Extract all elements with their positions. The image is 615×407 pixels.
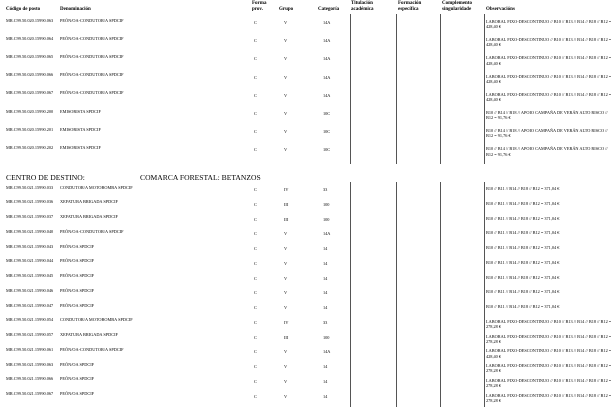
row-denomination: PEÓN/OA SPDCIF (60, 273, 95, 278)
table-row (0, 243, 615, 259)
table-row (0, 258, 615, 274)
row-form: C (254, 56, 257, 62)
row-notes: B10 // B11 // B14 // B18 // B12 = 371,04 € (486, 200, 560, 206)
row-code: MR.C99.50.021.15990.054 (6, 317, 54, 323)
table-row (0, 332, 615, 348)
row-form: C (254, 74, 257, 80)
row-form: C (254, 246, 257, 251)
row-category: 14A (323, 20, 331, 25)
row-code: MR.C99.50.020.15990.066 (6, 72, 54, 78)
row-denomination: PEÓN/OA SPDCIF (60, 302, 95, 308)
row-group: V (284, 349, 288, 355)
table-header (0, 0, 615, 16)
row-denomination: PEÓN/OA SPDCIF (60, 391, 95, 396)
row-code: MR.C99.50.021.15990.037 (6, 214, 54, 219)
row-notes: B10 // B11 // B14 // B18 // B12 = 371,04 € (486, 215, 560, 221)
row-code: MR.C99.50.020.15990.064 (6, 35, 54, 41)
row-code: MR.C99.50.021.15990.057 (6, 332, 54, 337)
row-group: V (284, 129, 288, 135)
row-form: C (254, 38, 257, 44)
row-notes: LABORAL FIXO-DESCONTINUO // B10 // B13 // B14 // B18 // B12 = 428,40 € (486, 55, 612, 66)
row-category: 33 (323, 319, 328, 325)
table-row (0, 273, 615, 289)
row-group: III (284, 216, 289, 222)
row-code: MR.C99.50.020.15990.202 (6, 144, 54, 150)
row-notes: LABORAL FIXO-DESCONTINUO // B10 // B13 // B14 // B18 // B12 = 278,28 € (486, 363, 612, 374)
table-row (0, 144, 615, 160)
row-group: V (284, 92, 288, 98)
row-form: C (254, 393, 257, 399)
row-notes: B10 // B14 // B18 // APOIO CAMPAÑA DE VERÁN ALTO RISCO // B12 = 91,76 € (486, 110, 608, 121)
row-notes: B10 // B11 // B14 // B18 // B12 = 371,04 € (486, 259, 560, 265)
row-notes: B10 // B11 // B14 // B18 // B12 = 371,04 € (486, 186, 560, 191)
row-group: IV (284, 187, 289, 192)
header-group: Grupo (279, 7, 294, 12)
row-denomination: PEÓN/OA SPDCIF (60, 376, 95, 382)
row-denomination: PEÓN/OA-CONDUTOR/A SPDCIF (60, 346, 124, 352)
row-denomination: XEFATURA BRIGADA SPDCIF (60, 214, 118, 219)
row-group: V (284, 147, 288, 153)
row-group: V (284, 378, 288, 384)
row-denomination: CONDUTOR/A MOTOBOMBA SPDCIF (60, 184, 133, 190)
row-denomination: PEÓN/OA SPDCIF (60, 243, 95, 249)
row-group: V (284, 260, 288, 266)
table-row (0, 72, 615, 88)
section-heading (6, 173, 261, 182)
header-training: Formación específica (398, 1, 422, 12)
row-code: MR.C99.50.021.15990.046 (6, 287, 54, 293)
row-notes: B10 // B11 // B14 // B18 // B12 = 371,04 € (486, 289, 560, 295)
row-code: MR.C99.50.021.15990.047 (6, 302, 54, 308)
row-code: MR.C99.50.020.15990.201 (6, 126, 54, 132)
table-row (0, 391, 615, 407)
row-notes: LABORAL FIXO-DESCONTINUO // B10 // B13 // B14 // B18 // B12 = 428,40 € (486, 73, 612, 84)
row-category: 14 (323, 305, 328, 310)
row-code: MR.C99.50.020.15990.067 (6, 90, 54, 96)
row-notes: B10 // B11 // B14 // B18 // B12 = 371,04 € (486, 304, 560, 309)
row-code: MR.C99.50.020.15990.200 (6, 108, 54, 114)
row-notes: LABORAL FIXO-DESCONTINUO // B10 // B13 // B14 // B18 // B12 = 278,28 € (486, 377, 612, 389)
row-group: IV (284, 319, 289, 325)
row-denomination: XEFATURA BRIGADA SPDCIF (60, 199, 118, 205)
row-category: 10C (323, 147, 331, 153)
row-denomination: PEÓN/OA-CONDUTOR/A SPDCIF (60, 228, 124, 234)
table-row (0, 17, 615, 33)
row-category: 10C (323, 129, 331, 135)
row-code: MR.C99.50.020.15990.065 (6, 53, 54, 59)
row-denomination: PEÓN/OA-CONDUTOR/A SPDCIF (60, 35, 124, 41)
table-row (0, 53, 615, 69)
row-group: V (284, 246, 288, 251)
row-form: C (254, 260, 257, 266)
row-form: C (254, 334, 257, 340)
row-code: MR.C99.50.021.15990.063 (6, 361, 54, 367)
row-denomination: CONDUTOR/A MOTOBOMBA SPDCIF (60, 317, 133, 323)
row-form: C (254, 319, 257, 325)
row-form: C (254, 129, 257, 135)
row-denomination: PEÓN/OA SPDCIF (60, 287, 95, 293)
row-category: 100 (323, 334, 330, 340)
row-category: 14A (323, 92, 331, 98)
row-code: MR.C99.50.020.15990.063 (6, 17, 54, 23)
row-denomination: PEÓN/OA-CONDUTOR/A SPDCIF (60, 53, 124, 59)
row-form: C (254, 378, 257, 384)
row-code: MR.C99.50.021.15990.040 (6, 228, 54, 234)
row-denomination: PEÓN/OA-CONDUTOR/A SPDCIF (60, 17, 124, 23)
row-category: 14 (323, 393, 328, 399)
row-form: C (254, 305, 257, 310)
row-notes: LABORAL FIXO-DESCONTINUO // B10 // B13 // B14 // B18 // B12 = 428,40 € (486, 19, 612, 30)
row-category: 14 (323, 378, 328, 384)
row-denomination: EMISORISTA SPDCIF (60, 126, 101, 132)
row-notes: LABORAL FIXO-DESCONTINUO // B10 // B13 // B14 // B18 // B12 = 278,28 € (486, 392, 612, 403)
row-code: MR.C99.50.021.15990.066 (6, 376, 54, 382)
row-code: MR.C99.50.021.15990.033 (6, 184, 54, 190)
row-category: 10C (323, 111, 331, 116)
row-notes: LABORAL FIXO-DESCONTINUO // B10 // B13 // B14 // B18 // B12 = 428,40 € (486, 91, 612, 103)
row-group: V (284, 111, 288, 116)
row-form: C (254, 20, 257, 25)
row-group: V (284, 74, 288, 80)
row-category: 14 (323, 290, 328, 296)
row-category: 14A (323, 231, 331, 237)
row-code: MR.C99.50.021.15990.045 (6, 273, 54, 278)
header-degree: Titulación académica (351, 1, 374, 12)
row-group: III (284, 201, 289, 207)
row-category: 33 (323, 187, 328, 192)
row-group: V (284, 56, 288, 62)
table-row (0, 126, 615, 142)
row-notes: B10 // B11 // B14 // B18 // B12 = 371,04 € (486, 245, 560, 250)
row-code: MR.C99.50.021.15990.067 (6, 391, 54, 396)
row-denomination: PEÓN/OA SPDCIF (60, 258, 95, 264)
row-notes: B10 // B11 // B14 // B18 // B12 = 371,04 € (486, 230, 560, 236)
row-group: V (284, 305, 288, 310)
row-form: C (254, 111, 257, 116)
row-category: 14A (323, 74, 331, 80)
row-notes: B10 // B11 // B14 // B18 // B12 = 371,04 € (486, 274, 560, 280)
table-row (0, 108, 615, 124)
header-category: Categoría (318, 7, 340, 12)
row-denomination: EMISORISTA SPDCIF (60, 144, 101, 150)
table-row (0, 361, 615, 377)
table-row (0, 228, 615, 244)
table-row (0, 214, 615, 230)
row-denomination: PEÓN/OA-CONDUTOR/A SPDCIF (60, 90, 124, 96)
row-code: MR.C99.50.021.15990.036 (6, 199, 54, 205)
row-form: C (254, 275, 257, 281)
row-group: V (284, 275, 288, 281)
table-row (0, 317, 615, 333)
row-category: 14A (323, 349, 331, 355)
row-form: C (254, 349, 257, 355)
row-form: C (254, 187, 257, 192)
row-category: 100 (323, 201, 330, 207)
row-category: 100 (323, 216, 330, 222)
row-group: V (284, 20, 288, 25)
destination-label: CENTRO DE DESTINO: (6, 173, 85, 182)
row-notes: LABORAL FIXO-DESCONTINUO // B10 // B13 // B14 // B18 // B12 = 428,40 € (486, 348, 612, 359)
table-row (0, 90, 615, 106)
row-group: V (284, 38, 288, 44)
row-category: 14A (323, 56, 331, 62)
table-row (0, 184, 615, 200)
table-row (0, 376, 615, 392)
row-form: C (254, 231, 257, 237)
header-code: Código de posto (6, 7, 41, 12)
table-row (0, 287, 615, 303)
row-group: V (284, 364, 288, 369)
row-notes: LABORAL FIXO-DESCONTINUO // B10 // B13 // B14 // B18 // B12 = 278,28 € (486, 333, 612, 344)
table-row (0, 35, 615, 51)
row-notes: LABORAL FIXO-DESCONTINUO // B10 // B13 // B14 // B18 // B12 = 278,28 € (486, 318, 612, 330)
row-denomination: EMISORISTA SPDCIF (60, 108, 101, 114)
row-denomination: PEÓN/OA SPDCIF (60, 361, 95, 367)
row-code: MR.C99.50.021.15990.043 (6, 243, 54, 249)
row-category: 14A (323, 38, 331, 44)
row-form: C (254, 290, 257, 296)
row-group: V (284, 393, 288, 399)
row-denomination: PEÓN/OA-CONDUTOR/A SPDCIF (60, 72, 124, 78)
row-category: 14 (323, 275, 328, 281)
row-notes: B10 // B14 // B18 // APOIO CAMPAÑA DE VERÁN ALTO RISCO // B12 = 91,76 € (486, 146, 608, 157)
row-category: 14 (323, 260, 328, 266)
row-code: MR.C99.50.021.15990.044 (6, 258, 54, 264)
row-group: V (284, 290, 288, 296)
row-form: C (254, 92, 257, 98)
header-notes: Observacións (486, 7, 515, 12)
header-form: Forma prov. (252, 1, 267, 12)
table-row (0, 302, 615, 318)
row-category: 14 (323, 364, 328, 369)
header-name: Denominación (60, 7, 91, 12)
row-form: C (254, 147, 257, 153)
row-notes: B10 // B14 // B18 // APOIO CAMPAÑA DE VERÁN ALTO RISCO // B12 = 91,76 € (486, 128, 608, 139)
row-denomination: XEFATURA BRIGADA SPDCIF (60, 332, 118, 337)
table-row (0, 346, 615, 362)
row-group: III (284, 334, 289, 340)
comarca-label: COMARCA FORESTAL: BETANZOS (140, 173, 261, 182)
row-category: 14 (323, 246, 328, 251)
row-group: V (284, 231, 288, 237)
row-form: C (254, 216, 257, 222)
row-form: C (254, 201, 257, 207)
row-form: C (254, 364, 257, 369)
table-row (0, 199, 615, 215)
row-notes: LABORAL FIXO-DESCONTINUO // B10 // B13 // B14 // B18 // B12 = 428,40 € (486, 37, 612, 48)
header-complement: Complemento singularidade (442, 1, 472, 12)
row-code: MR.C99.50.021.15990.061 (6, 346, 54, 352)
